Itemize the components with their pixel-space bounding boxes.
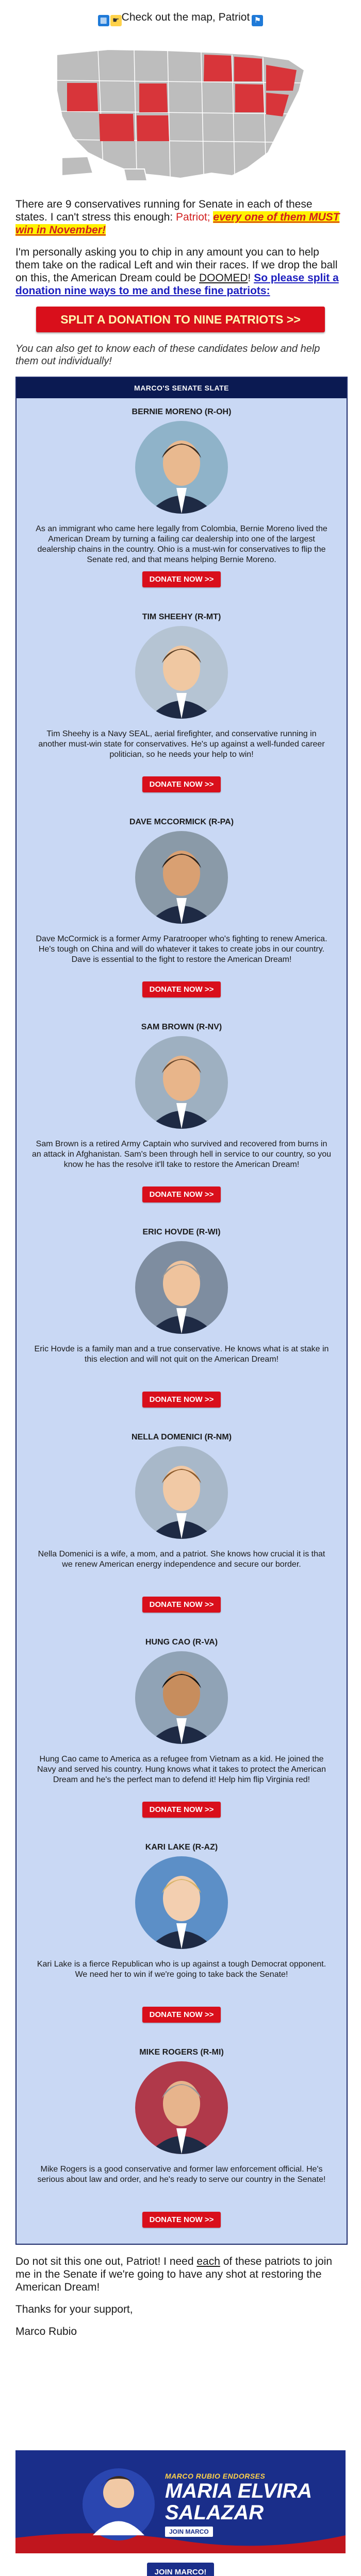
candidate-name: SAM BROWN (R-NV) bbox=[141, 1023, 222, 1031]
thanks-text: Thanks for your support, bbox=[15, 2303, 133, 2315]
spacer bbox=[0, 2347, 361, 2450]
must-win-callout: every one of them MUST win in November! bbox=[15, 211, 340, 236]
donate-now-button[interactable]: DONATE NOW >> bbox=[142, 571, 221, 587]
candidate-name: HUNG CAO (R-VA) bbox=[145, 1638, 218, 1647]
candidate-card bbox=[17, 1629, 347, 1834]
candidate-description: Kari Lake is a fierce Republican who is up against a tough Democrat opponent. We need her to win if we're going to take back the Senate! bbox=[37, 1960, 326, 1979]
state-mt-highlight bbox=[139, 83, 168, 112]
banner-name-1: MARIA ELVIRA bbox=[165, 2480, 313, 2502]
intro-p2-sep: ! bbox=[248, 272, 254, 284]
candidate-description: Nella Domenici is a wife, a mom, and a patriot. She knows how crucial it is that we renew American energy independence and secure our border. bbox=[38, 1550, 325, 1569]
candidate-name: KARI LAKE (R-AZ) bbox=[145, 1843, 218, 1852]
candidate-name: MIKE ROGERS (R-MI) bbox=[139, 2048, 224, 2057]
candidate-card bbox=[17, 1218, 347, 1423]
candidate-description: Dave McCormick is a former Army Paratrooper who's fighting to renew America. He's tough on China and will do whatever it takes to create jobs in our country. Dave is essential to the fight to restore the American Dream! bbox=[36, 935, 327, 964]
candidate-photo bbox=[135, 1036, 228, 1129]
donate-now-button[interactable]: DONATE NOW >> bbox=[142, 2212, 221, 2228]
candidate-description: Mike Rogers is a good conservative and former law enforcement official. He's serious about law and order, and he's ready to serve our country in the Senate! bbox=[37, 2165, 326, 2184]
pointing-icon: ☛ bbox=[110, 15, 122, 26]
candidate-photo bbox=[135, 1241, 228, 1334]
candidate-name: TIM SHEEHY (R-MT) bbox=[142, 613, 221, 621]
lead-text: Check out the map, Patriot bbox=[121, 11, 250, 23]
donate-now-button[interactable]: DONATE NOW >> bbox=[142, 2007, 221, 2023]
split-donation-button[interactable]: SPLIT A DONATION TO NINE PATRIOTS >> bbox=[36, 307, 325, 332]
state-nv-highlight bbox=[67, 83, 98, 111]
closing-p1b: of these patriots to join me in the Senate if we're going to have any shot at restoring the American Dream! bbox=[15, 2256, 333, 2293]
candidate-description: Hung Cao came to America as a refugee from Vietnam as a kid. He joined the Navy and served his country. Hung knows what it takes to protect the American Dream and he's the perfect man to defend it! Help him flip Virginia red! bbox=[37, 1755, 326, 1784]
portrait-graphic bbox=[135, 1651, 228, 1744]
candidate-photo bbox=[135, 831, 228, 924]
flag-icon: ⚑ bbox=[252, 15, 263, 26]
intro-paragraph-2 bbox=[15, 246, 346, 297]
split-donation-link[interactable]: So please split a donation nine ways to me and these fine patriots: bbox=[15, 272, 339, 297]
portrait-graphic bbox=[135, 421, 228, 514]
portrait-graphic bbox=[135, 831, 228, 924]
candidate-name: DAVE MCCORMICK (R-PA) bbox=[129, 818, 234, 826]
candidate-card bbox=[17, 2039, 347, 2244]
state-mi-highlight bbox=[234, 57, 262, 81]
intro-p2-text: I'm personally asking you to chip in any amount you can to help them take on the radical Left and win their races. If we drop the ball on this, the American Dream could be bbox=[15, 246, 338, 284]
closing-section bbox=[15, 2255, 346, 2338]
signature: Marco Rubio bbox=[15, 2326, 77, 2337]
us-states-map bbox=[46, 34, 315, 189]
portrait-graphic bbox=[135, 1036, 228, 1129]
closing-each: each bbox=[196, 2256, 220, 2267]
banner-mini-button[interactable]: JOIN MARCO bbox=[165, 2527, 213, 2537]
donate-now-button[interactable]: DONATE NOW >> bbox=[142, 1187, 221, 1202]
donate-now-button[interactable]: DONATE NOW >> bbox=[142, 1597, 221, 1613]
banner-name-2: SALAZAR bbox=[165, 2501, 264, 2524]
candidate-name: ERIC HOVDE (R-WI) bbox=[142, 1228, 221, 1236]
candidate-card bbox=[17, 808, 347, 1013]
us-map-graphic bbox=[46, 34, 315, 189]
donate-now-button[interactable]: DONATE NOW >> bbox=[142, 776, 221, 792]
portrait-graphic bbox=[135, 1241, 228, 1334]
candidate-description: Tim Sheehy is a Navy SEAL, aerial firefighter, and conservative running in another must-win state for conservatives. He's up against a well-funded career politician, so he needs your help to win! bbox=[38, 730, 325, 759]
intro-paragraph-1 bbox=[15, 198, 346, 236]
state-oh-highlight bbox=[235, 84, 264, 112]
candidate-photo bbox=[135, 626, 228, 719]
doomed-word: DOOMED bbox=[199, 272, 248, 284]
closing-p1a: Do not sit this one out, Patriot! I need bbox=[15, 2256, 197, 2267]
closing-paragraph bbox=[15, 2255, 346, 2294]
candidate-photo bbox=[135, 1651, 228, 1744]
slate-title: MARCO'S SENATE SLATE bbox=[17, 378, 347, 398]
map-icon: ▦ bbox=[98, 15, 109, 26]
candidate-photo bbox=[135, 2061, 228, 2154]
state-az-highlight bbox=[99, 114, 134, 141]
endorsement-banner[interactable] bbox=[15, 2450, 346, 2553]
portrait-graphic bbox=[135, 1856, 228, 1949]
candidate-card bbox=[17, 398, 347, 603]
portrait-graphic bbox=[135, 626, 228, 719]
state-nm-highlight bbox=[137, 115, 169, 141]
candidate-photo bbox=[135, 1446, 228, 1539]
candidate-card bbox=[17, 1834, 347, 2039]
portrait-graphic bbox=[135, 1446, 228, 1539]
candidate-card bbox=[17, 603, 347, 808]
donate-now-button[interactable]: DONATE NOW >> bbox=[142, 1802, 221, 1818]
banner-small: MARCO RUBIO ENDORSES bbox=[165, 2472, 266, 2480]
intro-italic-note: You can also get to know each of these candidates below and help them out individually! bbox=[15, 343, 320, 367]
intro-p1-red: Patriot; bbox=[176, 211, 214, 223]
state-wi-highlight bbox=[204, 55, 232, 81]
candidate-card bbox=[17, 1013, 347, 1218]
candidate-face bbox=[103, 2477, 134, 2508]
donate-now-button[interactable]: DONATE NOW >> bbox=[142, 981, 221, 997]
candidate-list bbox=[17, 398, 347, 2244]
intro-p1-text: There are 9 conservatives running for Senate in each of these states. I can't stress this enough: bbox=[15, 198, 313, 223]
candidate-description: Sam Brown is a retired Army Captain who survived and recovered from burns in an attack in Afghanistan. Sam's been through hell in service to our country, so you know he has the resolve it'll take to restore the American Dream! bbox=[32, 1140, 331, 1169]
banner-text bbox=[165, 2472, 312, 2537]
candidate-name: BERNIE MORENO (R-OH) bbox=[132, 408, 232, 416]
candidate-photo bbox=[135, 421, 228, 514]
candidate-name: NELLA DOMENICI (R-NM) bbox=[131, 1433, 232, 1442]
portrait-graphic bbox=[135, 2061, 228, 2154]
candidate-description: As an immigrant who came here legally from Colombia, Bernie Moreno lived the American Dream by turning a failing car dealership into one of the largest dealership chains in the country. Ohio is a must-win for conservatives to flip the Senate red, and that means helping Bernie Moreno. bbox=[36, 524, 327, 564]
join-marco-button[interactable]: JOIN MARCO! bbox=[147, 2563, 214, 2576]
candidate-photo bbox=[135, 1856, 228, 1949]
candidate-card bbox=[17, 1423, 347, 1629]
candidate-description: Eric Hovde is a family man and a true conservative. He knows what is at stake in this election and will not quit on the American Dream! bbox=[34, 1345, 329, 1364]
senate-slate bbox=[15, 377, 348, 2245]
lead-line bbox=[15, 0, 346, 32]
donate-now-button[interactable]: DONATE NOW >> bbox=[142, 1392, 221, 1408]
